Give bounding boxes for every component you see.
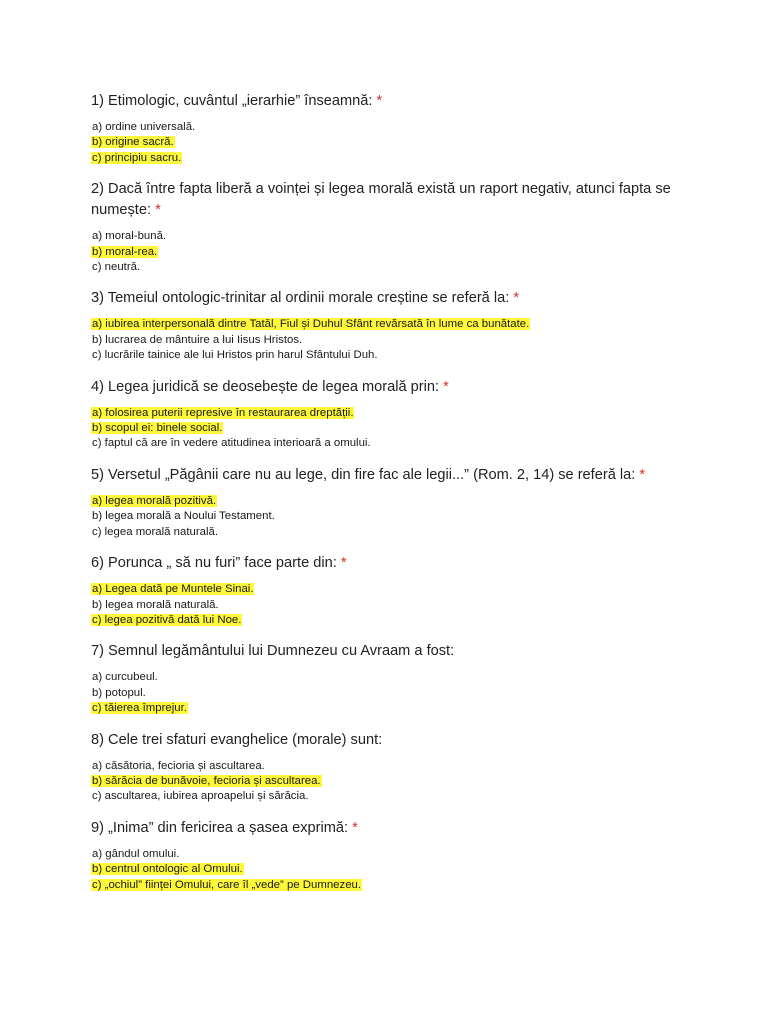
question-text: 9) „Inima” din fericirea a șasea exprimă: * (91, 819, 358, 836)
answer-option-highlighted: c) tăierea împrejur. (92, 702, 187, 715)
answer-option-highlighted: c) principiu sacru. (92, 151, 182, 164)
answer-option: a) căsătoria, fecioria și ascultarea. (92, 759, 265, 772)
question-text: 6) Porunca „ să nu furi” face parte din: * (91, 555, 347, 572)
answer-option-highlighted: b) scopul ei: binele social. (92, 422, 223, 435)
question-7 (91, 640, 688, 716)
answer-option: a) curcubeul. (92, 671, 158, 684)
answer-option: c) ascultarea, iubirea aproapelui și sărăcia. (92, 790, 309, 803)
answer-option-highlighted: c) „ochiul” ființei Omului, care îl „vede” pe Dumnezeu. (92, 878, 362, 891)
question-text: 3) Temeiul ontologic-trinitar al ordinii morale creștine se referă la: * (91, 290, 520, 307)
question-8 (91, 729, 688, 805)
answer-option-highlighted: b) origine sacră. (92, 136, 174, 149)
answer-option-highlighted: b) centrul ontologic al Omului. (92, 863, 243, 876)
answer-option: c) faptul că are în vedere atitudinea interioară a omului. (92, 437, 371, 450)
answer-option: b) legea morală naturală. (92, 598, 219, 611)
question-1 (91, 90, 688, 166)
question-text: 5) Versetul „Păgânii care nu au lege, din fire fac ale legii...” (Rom. 2, 14) se referă la: * (91, 466, 646, 483)
answer-option-highlighted: a) iubirea interpersonală dintre Tatăl, Fiul și Duhul Sfânt revărsată în lume ca bunătate. (92, 318, 530, 331)
answer-option: a) ordine universală. (92, 121, 196, 133)
answer-option-highlighted: b) sărăcia de bunăvoie, fecioria și ascultarea. (92, 774, 321, 787)
answer-option: a) moral-bună. (92, 230, 167, 243)
answer-option-highlighted: a) Legea dată pe Muntele Sinai. (92, 583, 254, 596)
question-5 (91, 464, 688, 540)
answer-option-highlighted: b) moral-rea. (92, 245, 158, 258)
required-marker: * (443, 378, 449, 395)
answer-option-highlighted: a) folosirea puterii represive în restaurarea dreptății. (92, 406, 354, 419)
question-text: 8) Cele trei sfaturi evanghelice (morale) sunt: (91, 731, 383, 748)
required-marker: * (352, 819, 358, 836)
question-text: 7) Semnul legământului lui Dumnezeu cu Avraam a fost: (91, 643, 455, 660)
required-marker: * (639, 466, 646, 483)
question-4 (91, 376, 688, 452)
answer-option: c) legea morală naturală. (92, 525, 218, 538)
required-marker: * (376, 93, 383, 109)
answer-option: c) lucrările tainice ale lui Hristos prin harul Sfântului Duh. (92, 349, 378, 362)
question-3 (91, 287, 688, 363)
required-marker: * (155, 202, 161, 219)
answer-option: b) legea morală a Noului Testament. (92, 510, 275, 523)
question-text: 1) Etimologic, cuvântul „ierarhie” înseamnă: * (91, 93, 383, 109)
question-9 (91, 817, 688, 893)
required-marker: * (340, 555, 347, 572)
required-marker: * (513, 290, 520, 307)
question-2 (91, 178, 688, 275)
answer-option: b) potopul. (92, 686, 146, 699)
answer-option: b) lucrarea de mântuire a lui Iisus Hristos. (92, 333, 303, 346)
answer-option-highlighted: a) legea morală pozitivă. (92, 494, 217, 507)
answer-option-highlighted: c) legea pozitivă dată lui Noe. (92, 613, 242, 626)
question-6 (91, 552, 688, 628)
answer-option: c) neutră. (92, 261, 141, 274)
question-text: 4) Legea juridică se deosebește de legea morală prin: * (91, 378, 449, 395)
question-text: 2) Dacă între fapta liberă a voinței și legea morală există un raport negativ, atunci fapta se numește: * (91, 181, 671, 219)
answer-option: a) gândul omului. (92, 847, 180, 860)
